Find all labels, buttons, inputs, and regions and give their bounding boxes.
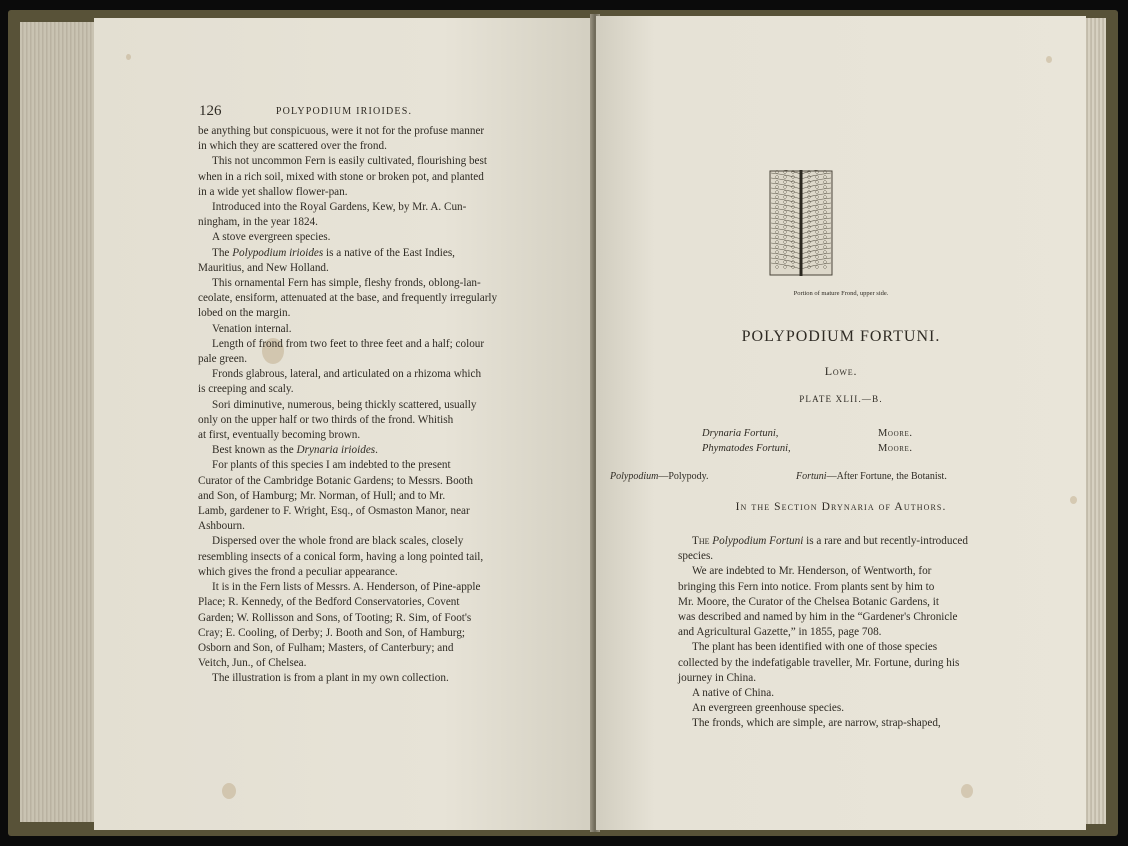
species-author: Lowe. [824, 364, 858, 378]
text-line [198, 291, 535, 306]
text-line [678, 580, 1015, 595]
text-line [678, 595, 1015, 610]
etymology-genus-meaning: —Polypody. [658, 471, 709, 482]
text-run: species. [678, 550, 714, 563]
synonym-name: Phymatodes Fortuni, [702, 443, 791, 454]
text-line [678, 549, 1015, 564]
text-run: Fronds glabrous, lateral, and articulated on a rhizoma which [212, 368, 482, 381]
text-run: Cray; E. Cooling, of Derby; J. Booth and Son, of Hamburg; [198, 626, 466, 639]
text-line [198, 626, 535, 641]
text-run: Ashbourn. [198, 520, 245, 533]
text-line [678, 686, 1015, 701]
text-run: Lamb, gardener to F. Wright, Esq., of Osmaston Manor, near [198, 505, 470, 518]
text-line [678, 716, 1015, 731]
text-run: Sori diminutive, numerous, being thickly scattered, usually [212, 398, 477, 411]
text-line [198, 367, 535, 382]
text-run: pale green. [198, 353, 248, 366]
synonym-authority: Moore. [878, 443, 913, 454]
text-run: is creeping and scaly. [198, 383, 294, 396]
text-run: lobed on the margin. [198, 307, 291, 320]
text-line [198, 215, 535, 230]
text-run: resembling insects of a conical form, having a long pointed tail, [198, 550, 484, 563]
right-body-text [678, 534, 1015, 732]
text-line [198, 580, 535, 595]
text-line [198, 276, 535, 291]
text-run: and Son, of Hamburg; Mr. Norman, of Hull; and to Mr. [198, 489, 446, 502]
text-line [678, 671, 1015, 686]
frond-illustration [769, 170, 833, 276]
text-line [198, 185, 535, 200]
text-line [198, 154, 535, 169]
text-run: Introduced into the Royal Gardens, Kew, by Mr. A. Cun- [212, 201, 467, 214]
text-line [198, 474, 535, 489]
etymology-species [796, 471, 947, 482]
synonym-name: Drynaria Fortuni, [702, 428, 779, 439]
text-run: at first, eventually becoming brown. [198, 429, 361, 442]
text-run: ningham, in the year 1824. [198, 216, 318, 229]
left-body-text [198, 124, 535, 687]
text-run: A native of China. [692, 687, 775, 700]
text-line [198, 641, 535, 656]
text-line [198, 337, 535, 352]
text-run: For plants of this species I am indebted to the present [212, 459, 451, 472]
text-run: Garden; W. Rollisson and Sons, of Tooting; R. Sim, of Foot's [198, 611, 472, 624]
text-line [198, 200, 535, 215]
text-run: We are indebted to Mr. Henderson, of Wentworth, for [692, 565, 932, 578]
text-run: ceolate, ensiform, attenuated at the base, and frequently irregularly [198, 292, 498, 305]
text-line [198, 595, 535, 610]
text-line [198, 443, 535, 458]
text-run: was described and named by him in the “Gardener's Chronicle [678, 611, 958, 624]
text-line [198, 322, 535, 337]
text-line [198, 611, 535, 626]
text-line [198, 458, 535, 473]
text-run: is a native of the East Indies, [326, 246, 455, 259]
etymology-species-word: Fortuni [796, 471, 827, 482]
text-line [198, 306, 535, 321]
text-line [198, 170, 535, 185]
page-number: 126 [199, 103, 222, 119]
text-run: in which they are scattered over the frond. [198, 140, 387, 153]
text-run: and Agricultural Gazette,” in 1855, page 708. [678, 626, 882, 639]
text-line [198, 382, 535, 397]
etymology-genus-word: Polypodium [610, 471, 659, 482]
text-line [198, 550, 535, 565]
right-page-content [596, 16, 1086, 830]
text-run: journey in China. [678, 671, 756, 684]
italic-name: Polypodium Fortuni [712, 535, 804, 547]
synonym-authority: Moore. [878, 428, 913, 439]
text-run: when in a rich soil, mixed with stone or broken pot, and planted [198, 170, 484, 183]
text-run: An evergreen greenhouse species. [692, 702, 845, 715]
text-line [198, 534, 535, 549]
text-run: The [212, 246, 233, 259]
text-line [198, 428, 535, 443]
text-line [678, 625, 1015, 640]
text-run: . [375, 444, 378, 457]
text-run: This ornamental Fern has simple, fleshy fronds, oblong-lan- [212, 277, 481, 290]
text-line [198, 671, 535, 686]
text-line [198, 246, 535, 261]
text-run: Curator of the Cambridge Botanic Gardens; to Messrs. Booth [198, 474, 473, 487]
text-line [678, 564, 1015, 579]
text-run: bringing this Fern into notice. From plants sent by him to [678, 580, 935, 593]
text-line [198, 489, 535, 504]
text-run: It is in the Fern lists of Messrs. A. Henderson, of Pine-apple [212, 581, 481, 594]
text-run: be anything but conspicuous, were it not for the profuse manner [198, 125, 485, 137]
etymology-species-meaning: —After Fortune, the Botanist. [826, 471, 947, 482]
text-line [198, 261, 535, 276]
text-run: The plant has been identified with one of those species [692, 641, 938, 654]
left-page-content [94, 18, 594, 830]
text-run: is a rare and but recently-introduced [806, 535, 968, 547]
text-line [198, 124, 535, 139]
text-line [678, 640, 1015, 655]
figure-caption: Portion of mature Frond, upper side. [793, 290, 889, 297]
italic-name: Polypodium irioides [232, 246, 324, 259]
text-line [198, 413, 535, 428]
text-line [198, 139, 535, 154]
text-run: Osborn and Son, of Fulham; Masters, of Canterbury; and [198, 641, 454, 654]
text-line [678, 656, 1015, 671]
text-line [198, 565, 535, 580]
text-run: Place; R. Kennedy, of the Bedford Conservatories, Covent [198, 596, 460, 609]
text-run: only on the upper half or two thirds of the frond. Whitish [198, 413, 454, 426]
text-run: A stove evergreen species. [212, 231, 331, 244]
text-line [678, 701, 1015, 716]
text-line [198, 519, 535, 534]
text-run: Veitch, Jun., of Chelsea. [198, 657, 307, 670]
text-run: Mr. Moore, the Curator of the Chelsea Botanic Gardens, it [678, 595, 939, 608]
text-run: Length of frond from two feet to three feet and a half; colour [212, 337, 485, 350]
etymology-genus [610, 471, 709, 482]
text-line [198, 398, 535, 413]
text-line [198, 656, 535, 671]
italic-name: Drynaria irioides [296, 444, 376, 457]
section-heading: In the Section Drynaria of Authors. [735, 501, 947, 513]
text-run: The fronds, which are simple, are narrow, strap-shaped, [692, 717, 941, 730]
text-line [198, 352, 535, 367]
text-run: Dispersed over the whole frond are black scales, closely [212, 535, 464, 548]
text-run: The illustration is from a plant in my own collection. [212, 672, 449, 685]
text-run: collected by the indefatigable traveller, Mr. Fortune, during his [678, 656, 960, 669]
text-line [198, 230, 535, 245]
plate-number: PLATE XLII.—B. [799, 394, 883, 404]
text-line [678, 610, 1015, 625]
text-run: Best known as the [212, 444, 297, 457]
text-run: This not uncommon Fern is easily cultivated, flourishing best [212, 155, 487, 168]
running-head: POLYPODIUM IRIOIDES. [275, 106, 413, 117]
text-run: which gives the frond a peculiar appearance. [198, 565, 398, 578]
lead-word: The [692, 535, 713, 547]
text-line [678, 534, 1015, 549]
species-title: POLYPODIUM FORTUNI. [741, 328, 941, 345]
text-run: in a wide yet shallow flower-pan. [198, 185, 348, 198]
text-line [198, 504, 535, 519]
text-run: Mauritius, and New Holland. [198, 261, 329, 274]
text-run: Venation internal. [212, 322, 292, 335]
